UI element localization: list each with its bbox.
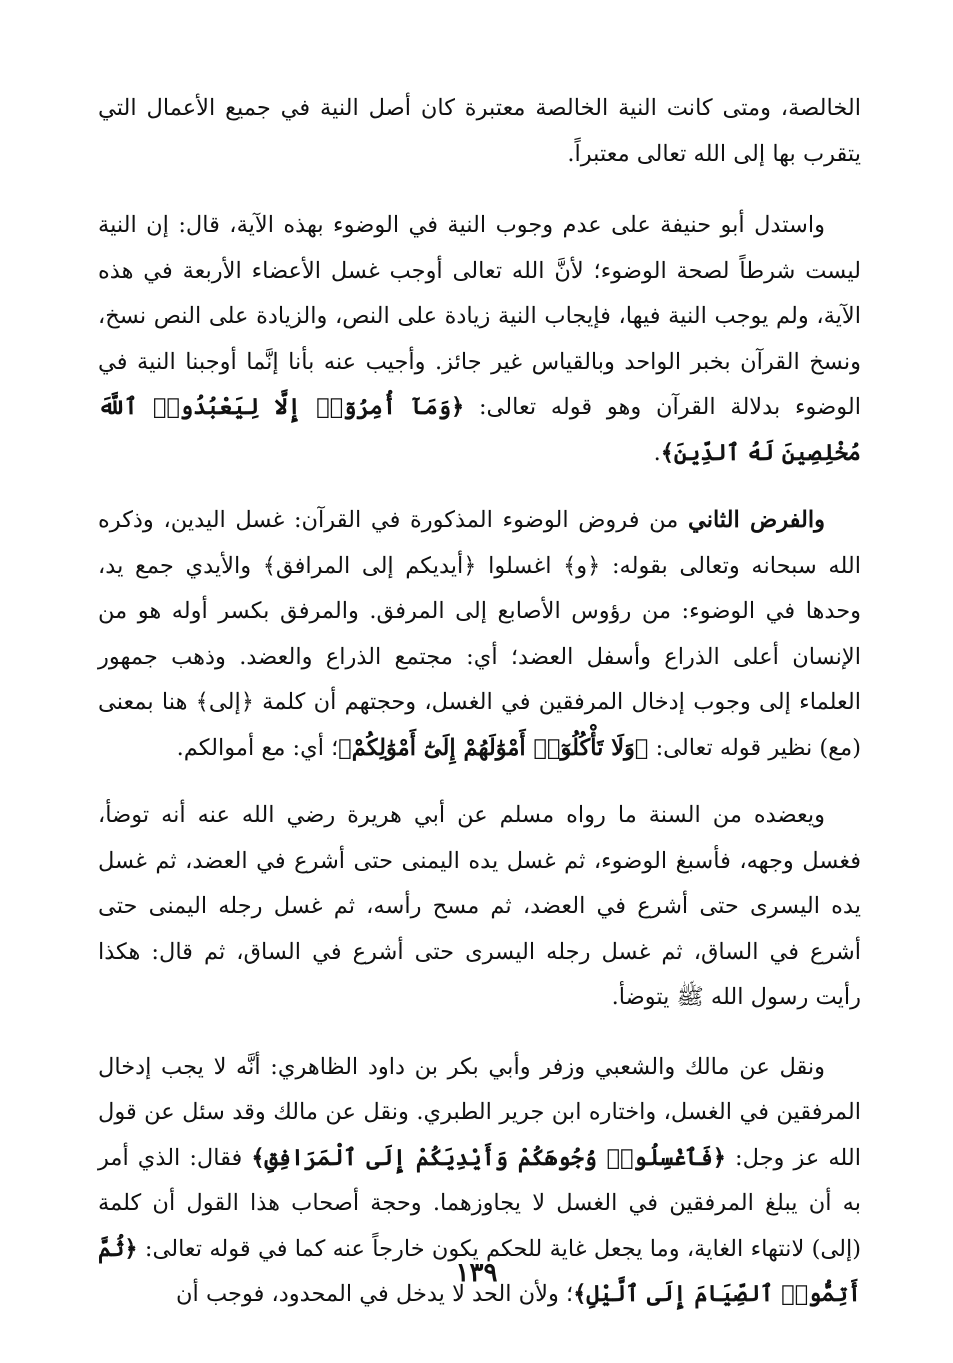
paragraph-4-text: ويعضده من السنة ما رواه مسلم عن أبي هريرة رضي الله عنه أنه توضأ، فغسل وجهه، فأسبغ الوضوء، ثم غسل يده اليمنى حتى أشرع في العضد، ثم غسل يده اليسرى حتى أشرع في العضد، ثم مسح رأسه، ثم غسل رجله اليمنى حتى أشرع في الساق، ثم غسل رجله اليسرى حتى أشرع في الساق، ثم قال: هكذا رأيت رسول الله ﷺ يتوضأ. [98, 802, 861, 1010]
paragraph-2-text: واستدل أبو حنيفة على عدم وجوب النية في الوضوء بهذه الآية، قال: إن النية ليست شرطاً لصحة الوضوء؛ لأنَّ الله تعالى أوجب غسل الأعضاء الأربعة في هذه الآية، ولم يوجب النية فيها، فإيجاب النية زيادة على النص، والزيادة على النص نسخ، ونسخ القرآن بخبر الواحد وبالقياس غير جائز. وأجيب عنه بأنا إنَّما أوجبنا النية في الوضوء بدلالة القرآن وهو قوله تعالى: [98, 212, 861, 420]
paragraph-3-end: ؛ أي: مع أموالكم. [176, 734, 339, 761]
paragraph-1-text: الخالصة، ومتى كانت النية الخالصة معتبرة كان أصل النية في جميع الأعمال التي يتقرب بها إلى الله تعالى معتبراً. [98, 95, 861, 167]
paragraph-3-text: من فروض الوضوء المذكورة في القرآن: غسل اليدين، وذكره الله سبحانه وتعالى بقوله: ﴿و﴾ اغسلوا ﴿أيديكم إلى المرافق﴾ والأيدي جمع يد، وحدها في الوضوء: من رؤوس الأصابع إلى المرفق. والمرفق بكسر أوله هو من الإنسان أعلى الذراع وأسفل العضد؛ أي: مجتمع الذراع والعضد. وذهب جمهور العلماء إلى وجوب إدخال المرفقين في الغسل، وحجتهم أن كلمة ﴿إلى﴾ هنا بمعنى (مع) نظير قوله تعالى: [98, 507, 861, 761]
paragraph-5-text-3: ؛ ولأن الحد لا يدخل في المحدود، فوجب أن [176, 1281, 574, 1307]
page-number: ١٣٩ [455, 1258, 498, 1288]
paragraph-1 [98, 86, 861, 177]
paragraph-2-end: . [653, 439, 661, 466]
quran-verse-3: ﴿فَٱغْسِلُوا۟ وُجُوهَكُمْ وَأَيْدِيَكُمْ إِلَى ٱلْمَرَافِقِ﴾ [251, 1144, 726, 1171]
paragraph-3-heading: والفرض الثاني [687, 507, 825, 533]
quran-verse-4: ﴿ثُمَّ أَتِمُّوا۟ ٱلصِّيَامَ إِلَى ٱلَّيْلِ﴾ [98, 1235, 861, 1307]
paragraph-2 [98, 203, 861, 476]
quran-verse-2: ﴿وَلَا تَأْكُلُوٓا۟ أَمْوَٰلَهُمْ إِلَىٰٓ أَمْوَٰلِكُمْ﴾ [338, 734, 649, 761]
paragraph-4 [98, 793, 861, 1021]
paragraph-5-text: ونقل عن مالك والشعبي وزفر وأبي بكر بن داود الظاهري: أنَّه لا يجب إدخال المرفقين في الغسل، واختاره ابن جرير الطبري. ونقل عن مالك وقد سئل عن قول الله عز وجل: [98, 1053, 861, 1171]
quran-verse-1: ﴿وَمَآ أُمِرُوٓا۟ إِلَّا لِيَعْبُدُوا۟ ٱللَّهَ مُخْلِصِينَ لَهُ ٱلدِّينَ﴾ [98, 394, 861, 466]
paragraph-5-text-2: فقال: الذي أمر به أن يبلغ المرفقين في الغسل لا يجاوزهما. وحجة أصحاب هذا القول أن كلمة (إلى) لانتهاء الغاية، وما يجعل غاية للحكم يكون خارجاً عنه كما في قوله تعالى: [98, 1144, 861, 1262]
paragraph-3 [98, 498, 861, 771]
